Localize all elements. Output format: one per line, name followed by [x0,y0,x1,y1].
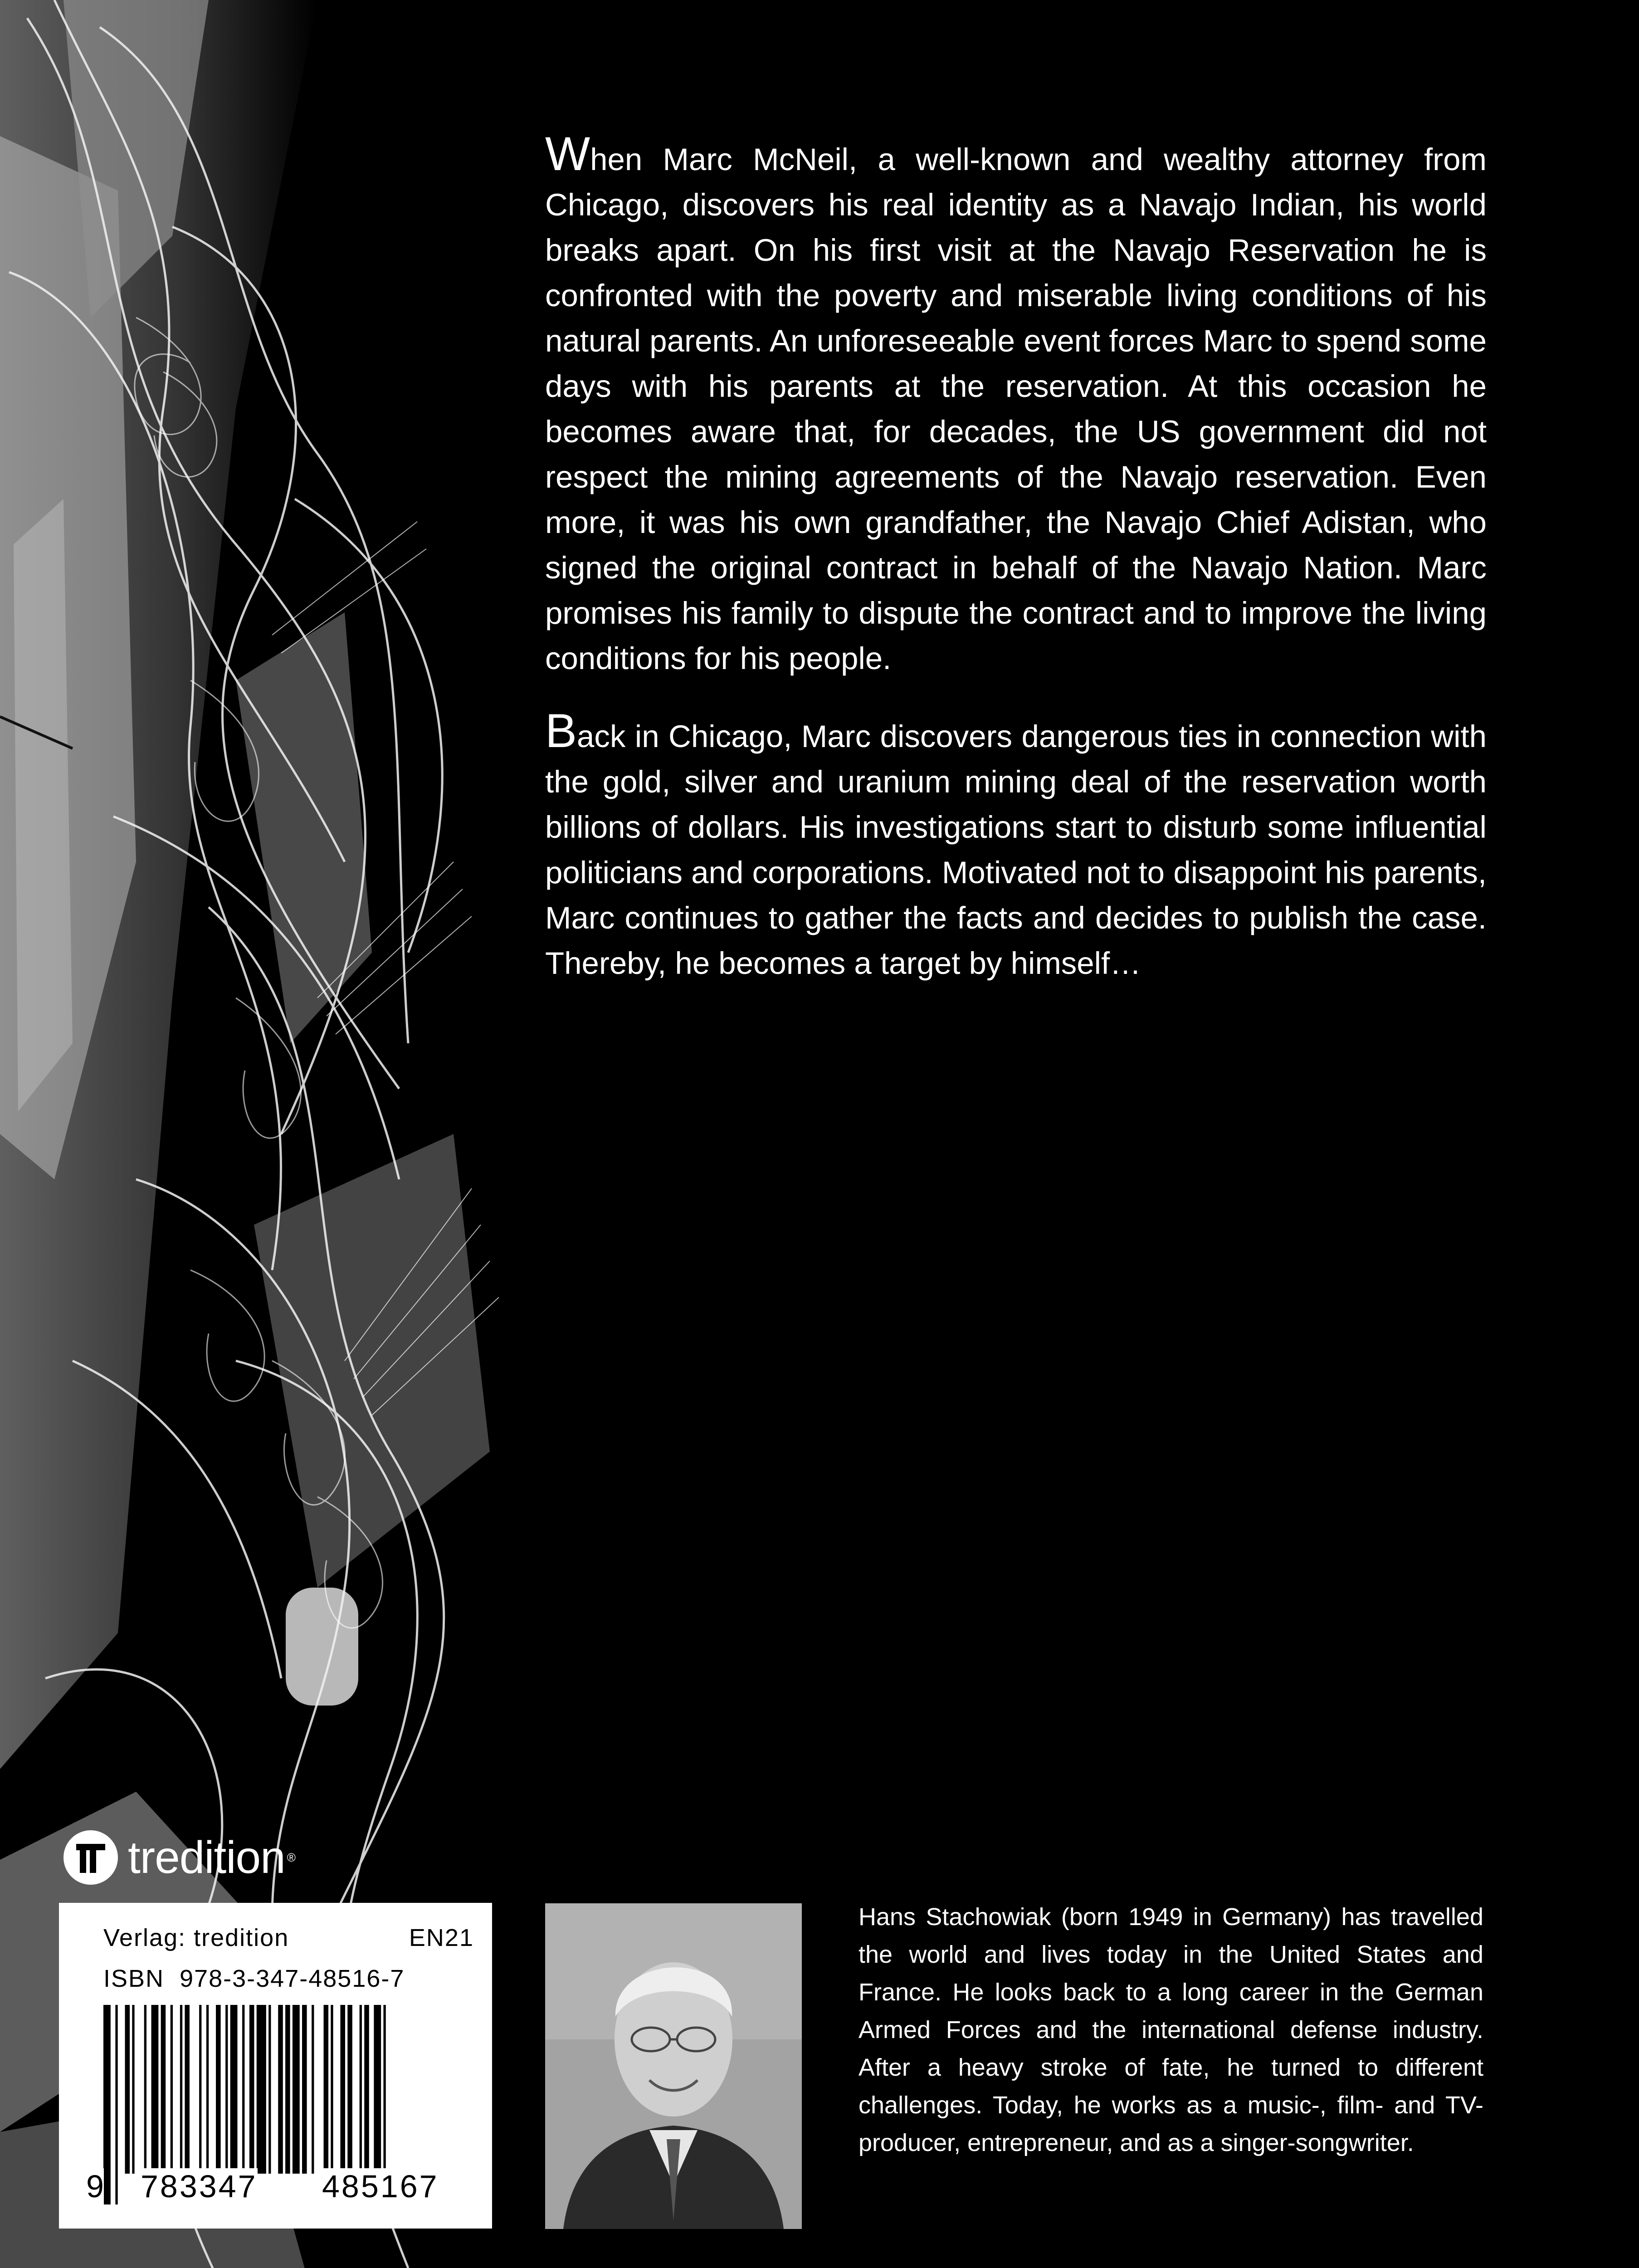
barcode-bar [278,2005,283,2174]
publisher-name: tredition [128,1832,285,1883]
barcode-bar [324,2005,329,2174]
isbn-row-verlag [103,1917,474,1958]
barcode-bar [206,2005,209,2174]
barcode-bar [360,2005,362,2174]
barcode-bar [285,2005,290,2174]
blurb-paragraph-2 [545,704,1487,986]
registered-mark: ® [287,1850,296,1864]
blurb-paragraph-1-text: hen Marc McNeil, a well-known and wealthy attorney from Chicago, discovers his real identity as a Navajo Indian, his world breaks apart. On his first visit at the Navajo Reservation he is confronted with the poverty and miserable living conditions of his natural parents. An unforeseeable event forces Marc to spend some days with his parents at the reservation. At this occasion he becomes aware that, for decades, the US government did not respect the mining agreements of the Navajo reservation. Even more, it was his own grandfather, the Navajo Chief Adistan, who signed the original contract in behalf of the Navajo Nation. Marc promises his family to dispute the contract and to improve the living conditions for his people. [545,142,1487,676]
isbn-label-text: ISBN [103,1965,165,1992]
barcode-digits-right: 485167 [322,2169,439,2204]
isbn-label [59,1903,492,2229]
barcode-bar [171,2005,173,2174]
barcode-bar [293,2005,300,2174]
barcode-digits-left: 783347 [141,2169,258,2204]
barcode-digit-prefix: 9 [86,2169,104,2204]
barcode-bar [161,2005,166,2174]
barcode-bar [144,2005,146,2174]
barcode-bar [268,2005,271,2174]
author-photo [545,1903,802,2229]
author-portrait-image [545,1903,802,2229]
barcode-bar [185,2005,190,2174]
verlag-text: Verlag: tredition [103,1924,289,1951]
blurb-paragraph-2-text: ack in Chicago, Marc discovers dangerous ties in connection with the gold, silver and uranium mining deal of the reservation worth billions of dollars. His investigations start to disturb some influential politicians and corporations. Motivated not to disappoint his parents, Marc continues to gather the facts and decides to publish the case. Thereby, he becomes a target by himself… [545,719,1487,981]
barcode-bar [331,2005,333,2174]
isbn-number: 978-3-347-48516-7 [180,1965,405,1992]
barcode-bar [340,2005,345,2174]
barcode-bar [257,2005,266,2174]
publisher-logo-icon [63,1830,118,1885]
barcode-bar [180,2005,182,2174]
edition-code: EN21 [409,1924,474,1951]
barcode-bar [199,2005,201,2174]
barcode-bar [216,2005,221,2174]
barcode-bar [364,2005,369,2174]
barcode-bar [151,2005,159,2174]
barcode-bar [302,2005,307,2174]
barcode-bar [132,2005,134,2174]
author-bio: Hans Stachowiak (born 1949 in Germany) has travelled the world and lives today in the United States and France. He looks back to a long career in the German Armed Forces and the international defense industry. After a heavy stroke of fate, he turned to different challenges. Today, he works as a music-, film- and TV-producer, entrepreneur, and as a singer-songwriter. [859,1903,1483,2156]
dropcap: B [545,704,577,758]
blurb [545,127,1487,1018]
dropcap: W [545,127,590,181]
blurb-paragraph-1 [545,127,1487,681]
barcode-bar [225,2005,228,2174]
barcode-bar [312,2005,314,2174]
barcode-bar [230,2005,238,2174]
publisher-logo [63,1826,336,1889]
barcode-bar [125,2005,130,2174]
barcode-bar [347,2005,352,2174]
isbn-row-number [103,1958,474,1999]
barcode-digits [86,2168,481,2214]
